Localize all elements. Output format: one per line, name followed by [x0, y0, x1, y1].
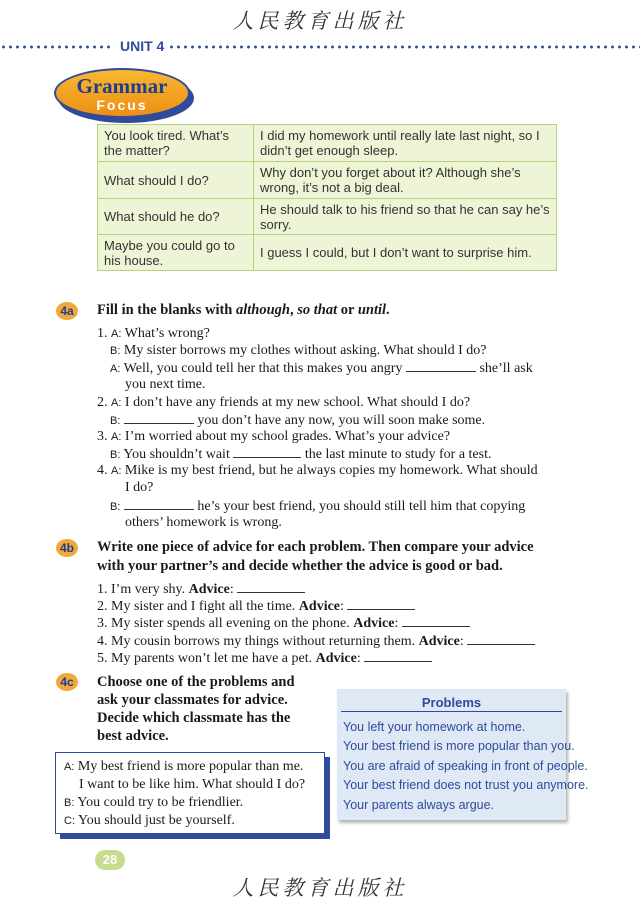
problem-item: Your parents always argue.: [343, 798, 495, 812]
advice-label: Advice: [353, 616, 395, 631]
line-text: others’ homework is wrong.: [125, 515, 282, 530]
unit-label: UNIT 4: [116, 38, 168, 54]
speaker-label: B:: [110, 415, 121, 427]
problem-item: Your best friend is more popular than you.: [343, 739, 575, 753]
instruction-text: Fill in the blanks with: [97, 302, 236, 318]
advice-label: Advice: [298, 599, 341, 614]
item-number: 4.: [97, 634, 108, 649]
keyword-so-that: so that: [297, 302, 338, 318]
exercise-line: [110, 342, 486, 360]
publisher-logo-top: 人民教育出版社: [232, 9, 408, 33]
answer-blank[interactable]: [124, 497, 194, 510]
table-cell: I guess I could, but I don’t want to surprise him.: [254, 235, 557, 271]
item-number: 4.: [97, 463, 108, 478]
exercise-4c-instruction: best advice.: [97, 728, 169, 744]
advice-label: Advice: [188, 582, 230, 597]
exercise-line: [97, 325, 210, 343]
line-text: My best friend is more popular than me.: [77, 759, 304, 774]
exercise-4a-instruction: [97, 301, 390, 320]
line-text: I do?: [125, 480, 154, 495]
problem-text: My sister spends all evening on the phone.: [111, 616, 350, 631]
list-item: 4. My cousin borrows my things without returning them. Advice:: [97, 632, 535, 650]
line-text: You shouldn’t wait: [123, 447, 230, 462]
exercise-number-4a: 4a: [56, 302, 78, 320]
problems-title: Problems: [421, 695, 482, 710]
advice-label: Advice: [315, 651, 357, 666]
dialogue-line: [64, 758, 303, 776]
problem-text: My cousin borrows my things without returning them.: [111, 634, 416, 649]
item-number: 3.: [97, 429, 108, 444]
dotted-rule-left: [0, 45, 112, 49]
answer-blank[interactable]: [402, 614, 470, 627]
speaker-label: B:: [110, 501, 121, 513]
list-item: 5. My parents won’t let me have a pet. Advice:: [97, 649, 432, 667]
page-number: 28: [95, 850, 125, 870]
line-text: You could try to be friendlier.: [77, 795, 244, 810]
answer-blank[interactable]: [364, 649, 432, 662]
line-text: I’m worried about my school grades. What’s your advice?: [124, 429, 451, 444]
publisher-logo-bottom: 人民教育出版社: [232, 876, 408, 900]
problem-item: You are afraid of speaking in front of people.: [343, 759, 588, 773]
speaker-label: C:: [64, 815, 75, 827]
exercise-line: [97, 394, 470, 412]
table-row: [98, 199, 557, 235]
problem-item: You left your homework at home.: [343, 720, 526, 734]
speaker-label: B:: [110, 449, 121, 461]
answer-blank[interactable]: [406, 359, 476, 372]
line-text: I don’t have any friends at my new school. What should I do?: [124, 395, 471, 410]
exercise-number-4b: 4b: [56, 539, 78, 557]
list-item: 3. My sister spends all evening on the phone. Advice:: [97, 614, 470, 632]
table-cell: Why don’t you forget about it? Although she’s wrong, it’s not a big deal.: [254, 162, 557, 199]
problems-divider: [341, 711, 562, 712]
grammar-table: [97, 124, 557, 271]
answer-blank[interactable]: [467, 632, 535, 645]
line-text: What’s wrong?: [124, 326, 210, 341]
exercise-line: [125, 479, 153, 496]
item-number: 1.: [97, 326, 108, 341]
answer-blank[interactable]: [347, 597, 415, 610]
line-text: Mike is my best friend, but he always copies my homework. What should: [124, 463, 538, 478]
line-text: you don’t have any now, you will soon make some.: [197, 413, 486, 428]
item-number: 2.: [97, 395, 108, 410]
instruction-text: or: [337, 302, 358, 318]
speaker-label: A:: [111, 328, 122, 340]
exercise-line: [125, 514, 282, 531]
badge-subtitle: Focus: [96, 97, 148, 113]
grammar-focus-badge: [54, 68, 190, 118]
exercise-line: [97, 462, 538, 480]
item-number: 2.: [97, 599, 108, 614]
dialogue-line: [64, 812, 235, 830]
line-text: you next time.: [125, 377, 206, 392]
problem-text: My sister and I fight all the time.: [111, 599, 296, 614]
table-row: [98, 125, 557, 162]
speaker-label: A:: [64, 761, 75, 773]
line-text: the last minute to study for a test.: [304, 447, 492, 462]
answer-blank[interactable]: [124, 411, 194, 424]
table-row: [98, 235, 557, 271]
table-cell: You look tired. What’s the matter?: [98, 125, 254, 162]
item-number: 5.: [97, 651, 108, 666]
list-item: 2. My sister and I fight all the time. Advice:: [97, 597, 415, 615]
dotted-rule-right: [168, 45, 640, 49]
speaker-label: B:: [64, 797, 75, 809]
problem-text: I’m very shy.: [111, 582, 186, 597]
speaker-label: A:: [110, 363, 121, 375]
exercise-4c-instruction: Choose one of the problems and: [97, 674, 295, 690]
speaker-label: A:: [111, 431, 122, 443]
line-text: You should just be yourself.: [77, 813, 235, 828]
instruction-text: .: [386, 302, 390, 318]
line-text: My sister borrows my clothes without asking. What should I do?: [123, 343, 487, 358]
table-cell: I did my homework until really late last night, so I didn’t get enough sleep.: [254, 125, 557, 162]
table-row: [98, 162, 557, 199]
list-item: 1. I’m very shy. Advice:: [97, 580, 305, 598]
instruction-text: ,: [290, 302, 298, 318]
exercise-line: [125, 376, 206, 393]
exercise-4c-instruction: Decide which classmate has the: [97, 710, 291, 726]
keyword-until: until: [357, 302, 387, 318]
line-text: she’ll ask: [479, 361, 533, 376]
advice-label: Advice: [418, 634, 460, 649]
table-cell: What should I do?: [98, 162, 254, 199]
dialogue-line: [64, 794, 243, 812]
table-cell: He should talk to his friend so that he can say he’s sorry.: [254, 199, 557, 235]
line-text: he’s your best friend, you should still tell him that copying: [197, 499, 526, 514]
table-cell: What should he do?: [98, 199, 254, 235]
problem-text: My parents won’t let me have a pet.: [111, 651, 313, 666]
answer-blank[interactable]: [233, 445, 301, 458]
exercise-4c-instruction: ask your classmates for advice.: [97, 692, 288, 708]
exercise-4b-instruction: Write one piece of advice for each problem. Then compare your advice: [97, 539, 534, 555]
exercise-4b-instruction: with your partner’s and decide whether the advice is good or bad.: [97, 558, 503, 574]
badge-title: Grammar: [76, 74, 168, 98]
speaker-label: A:: [111, 465, 122, 477]
keyword-although: although: [236, 302, 290, 318]
dialogue-line: [79, 776, 305, 793]
line-text: Well, you could tell her that this makes you angry: [123, 361, 403, 376]
problem-item: Your best friend does not trust you anymore.: [343, 778, 589, 792]
speaker-label: B:: [110, 345, 121, 357]
line-text: I want to be like him. What should I do?: [79, 777, 306, 792]
table-cell: Maybe you could go to his house.: [98, 235, 254, 271]
exercise-line: [97, 428, 450, 446]
speaker-label: A:: [111, 397, 122, 409]
exercise-number-4c: 4c: [56, 673, 78, 691]
answer-blank[interactable]: [237, 580, 305, 593]
item-number: 3.: [97, 616, 108, 631]
item-number: 1.: [97, 582, 108, 597]
